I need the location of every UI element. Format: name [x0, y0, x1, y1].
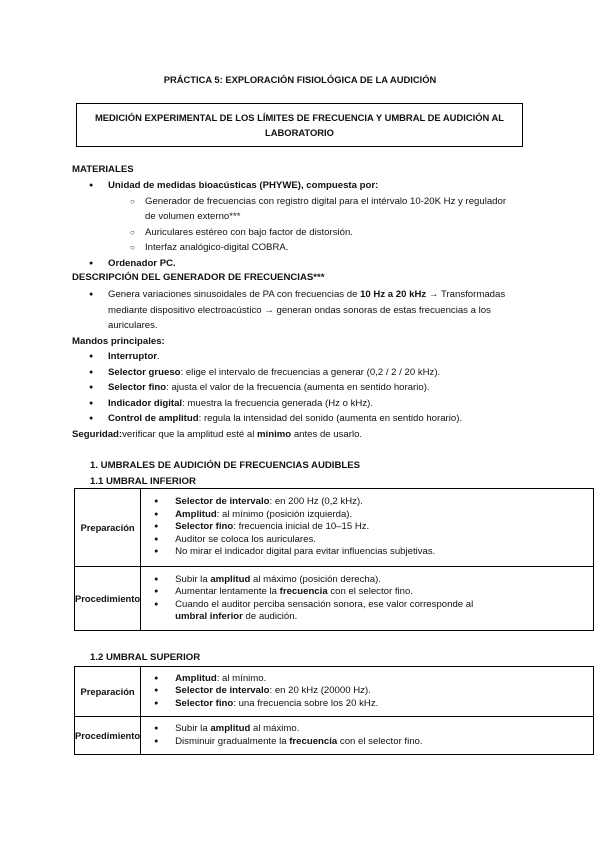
item-text: : al mínimo (posición izquierda). [216, 508, 353, 520]
list-item [53, 698, 505, 711]
materiales-heading: MATERIALES [72, 164, 134, 175]
seguridad-text: verificar que la amplitud esté al [122, 429, 258, 440]
item-text: : al mínimo. [216, 672, 267, 684]
item-text: Subir la [175, 723, 211, 734]
proc-label: Procedimiento [75, 593, 141, 604]
descripcion-range: 10 Hz a 20 kHz [360, 289, 427, 300]
list-item [53, 685, 505, 698]
item-text: : en 20 kHz (20000 Hz). [269, 685, 371, 697]
mando-control-amplitud [108, 413, 462, 425]
list-item [53, 534, 505, 547]
list-item [53, 546, 505, 559]
materiales-sub-auriculares: ○ Auriculares estéreo con bajo factor de distorsión. [145, 227, 353, 239]
list-item-continuation [53, 611, 505, 624]
item-text: con el selector fino. [327, 586, 413, 597]
seguridad-note [72, 429, 362, 441]
list-item [53, 509, 505, 522]
item-bold: frecuencia [279, 586, 328, 597]
seguridad-bold: mínimo [257, 429, 292, 440]
boxed-heading-line2: LABORATORIO [265, 127, 334, 138]
mando-desc: : regula la intensidad del sonido (aumenta en sentido horario). [198, 413, 463, 424]
mando-desc: : muestra la frecuencia generada (Hz o kHz). [182, 398, 373, 409]
materiales-item-unidad: ● Unidad de medidas bioacústicas (PHYWE), compuesta por: [108, 180, 378, 192]
table-row [75, 667, 594, 717]
proc-label: Procedimiento [75, 730, 141, 741]
descripcion-line1 [108, 289, 505, 301]
umbral-inferior-heading: 1.1 UMBRAL INFERIOR [90, 476, 196, 487]
descripcion-heading: DESCRIPCIÓN DEL GENERADOR DE FRECUENCIAS*** [72, 272, 325, 283]
proc-content-cell [141, 567, 594, 631]
section1-heading: 1. UMBRALES DE AUDICIÓN DE FRECUENCIAS AUDIBLES [90, 460, 361, 471]
prep-label: Preparación [80, 522, 135, 533]
item-bold: umbral inferior [175, 611, 243, 622]
prep-label: Preparación [80, 686, 135, 697]
mando-label: Control de amplitud [108, 413, 199, 424]
seguridad-text-end: antes de usarlo. [291, 429, 363, 440]
list-item [53, 521, 505, 534]
mando-selector-fino [108, 382, 430, 394]
item-bold: frecuencia [289, 735, 338, 747]
list-item [53, 586, 505, 599]
list-item [53, 496, 505, 509]
item-text: Aumentar lentamente la [175, 586, 280, 597]
item-text: : en 200 Hz (0,2 kHz). [269, 496, 363, 508]
materiales-sub-interfaz: ○ Interfaz analógico-digital COBRA. [145, 242, 288, 254]
item-bold: Selector de intervalo [175, 496, 270, 508]
item-text: : frecuencia inicial de 10–15 Hz. [233, 521, 370, 533]
mando-indicador-digital [108, 398, 373, 410]
mando-desc: : ajusta el valor de la frecuencia (aumenta en sentido horario). [166, 382, 430, 393]
item-bold: Selector de intervalo [175, 685, 270, 697]
item-text: Subir la [175, 573, 211, 585]
item-bold: Selector fino [175, 697, 234, 709]
mando-label: Selector fino [108, 382, 167, 393]
item-text: Auditor se coloca los auriculares. [175, 533, 316, 545]
item-text: Cuando el auditor perciba sensación sonora, ese valor corresponde al [175, 598, 474, 610]
list-item [53, 599, 505, 612]
prep-content-cell [141, 667, 594, 717]
mando-label: Interruptor [108, 351, 158, 362]
item-bold: amplitud [210, 723, 251, 734]
page-title: PRÁCTICA 5: EXPLORACIÓN FISIOLÓGICA DE LA AUDICIÓN [163, 74, 437, 85]
item-text: Disminuir gradualmente la [175, 735, 290, 747]
boxed-heading-line1: MEDICIÓN EXPERIMENTAL DE LOS LÍMITES DE FRECUENCIA Y UMBRAL DE AUDICIÓN AL [94, 112, 505, 123]
materiales-sub-generador-1: ○ Generador de frecuencias con registro digital para el intérvalo 10-20K Hz y regulador [145, 196, 506, 208]
umbral-inferior-table [74, 488, 594, 631]
descripcion-line3: auriculares. [108, 320, 158, 331]
table-row [75, 567, 594, 631]
descripcion-text: Genera variaciones sinusoidales de PA con frecuencias de [108, 289, 361, 300]
item-text: al máximo (posición derecha). [250, 573, 381, 585]
item-bold: Amplitud [175, 508, 217, 520]
item-bold: Selector fino [175, 521, 234, 533]
materiales-sub-generador-2: de volumen externo*** [145, 211, 241, 222]
mando-label: Selector grueso [108, 367, 181, 378]
prep-content-cell [141, 489, 594, 567]
item-bold: Amplitud [175, 672, 217, 684]
item-text: al máximo. [250, 723, 300, 734]
mando-selector-grueso [108, 367, 440, 379]
mandos-heading: Mandos principales: [72, 336, 165, 347]
item-text: No mirar el indicador digital para evitar influencias subjetivas. [175, 546, 436, 558]
mando-interruptor: ● Interruptor. [108, 351, 160, 363]
table-row [75, 717, 594, 755]
boxed-heading [76, 103, 523, 147]
list-item [53, 723, 505, 736]
item-text: con el selector fino. [337, 735, 423, 747]
proc-content-cell [141, 717, 594, 755]
item-text: de audición. [242, 611, 298, 622]
item-text: : una frecuencia sobre los 20 kHz. [233, 697, 379, 709]
seguridad-label: Seguridad: [72, 429, 123, 440]
list-item [53, 673, 505, 686]
descripcion-line2: mediante dispositivo electroacústico → generan ondas sonoras de estas frecuencias a los [108, 305, 491, 316]
umbral-superior-heading: 1.2 UMBRAL SUPERIOR [90, 652, 201, 663]
umbral-superior-table [74, 666, 594, 755]
list-item [53, 574, 505, 587]
mando-label: Indicador digital [108, 398, 183, 409]
item-bold: amplitud [210, 573, 251, 585]
table-row [75, 489, 594, 567]
list-item [53, 736, 505, 749]
materiales-item-ordenador: ● Ordenador PC. [108, 258, 176, 270]
mando-desc: : elige el intervalo de frecuencias a generar (0,2 / 2 / 20 kHz). [180, 367, 441, 378]
descripcion-text-post: → Transformadas [426, 289, 506, 300]
